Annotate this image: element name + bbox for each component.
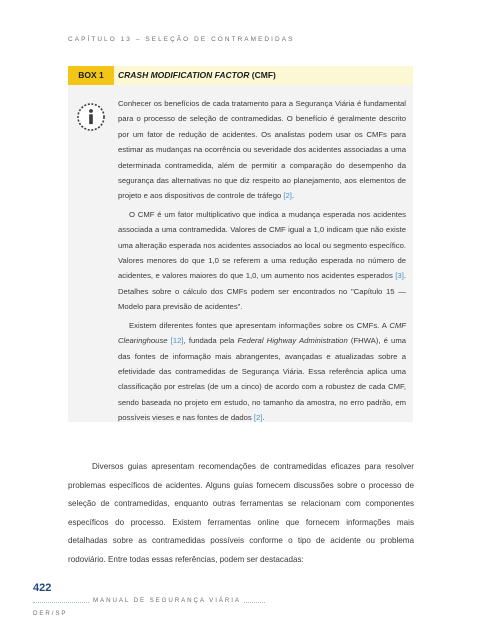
box-paragraph-3-end: . [262, 413, 265, 423]
footer-org: DER/SP [33, 610, 68, 617]
body-paragraph: Diversos guias apresentam recomendações de contramedidas eficazes para resolver problemas específicos de acidentes. Alguns guias fornecem discussões sobre o processo de seleção de contramedidas, enquanto outras ferramentas se relacionam com componentes específicos do processo. Existem ferramentas online que fornecem informações mais detalhadas sobre as contramedidas possíveis conforme o tipo de acidente ou problema rodoviário. Entre todas essas referências, podem ser destacadas: [68, 462, 414, 564]
box-title-italic: CRASH MODIFICATION FACTOR [118, 70, 250, 80]
box-1 [68, 66, 413, 422]
box-paragraph-3-text-a: Existem diferentes fontes que apresentam informações sobre os CMFs. A [129, 320, 390, 330]
box-paragraph-2-text: O CMF é um fator multiplicativo que indica a mudança esperada nos acidentes associada a uma contramedida. Valores de CMF igual a 1,0 indicam que não existe uma alteração esperada nos acidentes associados ao local ou segmento específico. Valores menores do que 1,0 se referem a uma redução esperada no número de acidentes, e valores maiores do que 1,0, um aumento nos acidentes esperados [118, 209, 406, 281]
fhwa-name: Federal Highway Administration [237, 336, 348, 346]
box-paragraph-2-end: . Detalhes sobre o cálculo dos CMFs podem ser encontrados no "Capítulo 15 — Modelo para previsão de acidentes". [118, 271, 406, 312]
info-icon [77, 103, 105, 131]
box-title [118, 66, 276, 85]
box-paragraph-2 [118, 207, 406, 315]
box-title-suffix: (CMF) [249, 70, 276, 80]
reference-link[interactable]: [2] [253, 413, 263, 423]
cmf-clearinghouse-name: CMF Clearinghouse [118, 320, 406, 346]
page-number: 422 [33, 582, 52, 594]
box-paragraph-3-text-c: (FHWA), é uma das fontes de informação mais abrangentes, avançadas e atualizadas sobre a efetividade das contramedidas de Segurança Viária. Essa referência aplica uma classificação por estrelas (de um a cinco) de acordo com a robustez de cada CMF, sendo baseada no projeto em estudo, no tamanho da amostra, no erro padrão, em possíveis vieses e nas fontes de dados [118, 336, 406, 423]
box-text [118, 96, 406, 429]
box-header [68, 66, 413, 85]
footer-title: MANUAL DE SEGURANÇA VIÁRIA [90, 597, 244, 604]
box-paragraph-1 [118, 96, 406, 204]
reference-link[interactable]: [3] [395, 271, 404, 281]
box-paragraph-3-text-b: , fundada pela [183, 336, 238, 346]
reference-link[interactable]: [12] [170, 336, 184, 346]
reference-link[interactable]: [2] [283, 191, 292, 201]
box-paragraph-1-text: Conhecer os benefícios de cada tratamento para a Segurança Viária é fundamental para o processo de seleção de contramedidas. O benefício é geralmente descrito por um fator de redução de acidentes. Os analistas podem usar os CMFs para estimar as mudanças na ocorrência ou severidade dos acidentes associadas a uma determinada contramedida, além de permitir a comparação do desempenho da segurança das alternativas no que diz respeito ao planejamento, aos elementos de projeto e aos dispositivos de controle de tráfego [118, 99, 406, 201]
box-paragraph-1-end: . [291, 191, 295, 201]
running-head: CAPÍTULO 13 – SELEÇÃO DE CONTRAMEDIDAS [68, 36, 295, 43]
box-label: BOX 1 [68, 66, 114, 85]
box-paragraph-3 [118, 318, 406, 426]
